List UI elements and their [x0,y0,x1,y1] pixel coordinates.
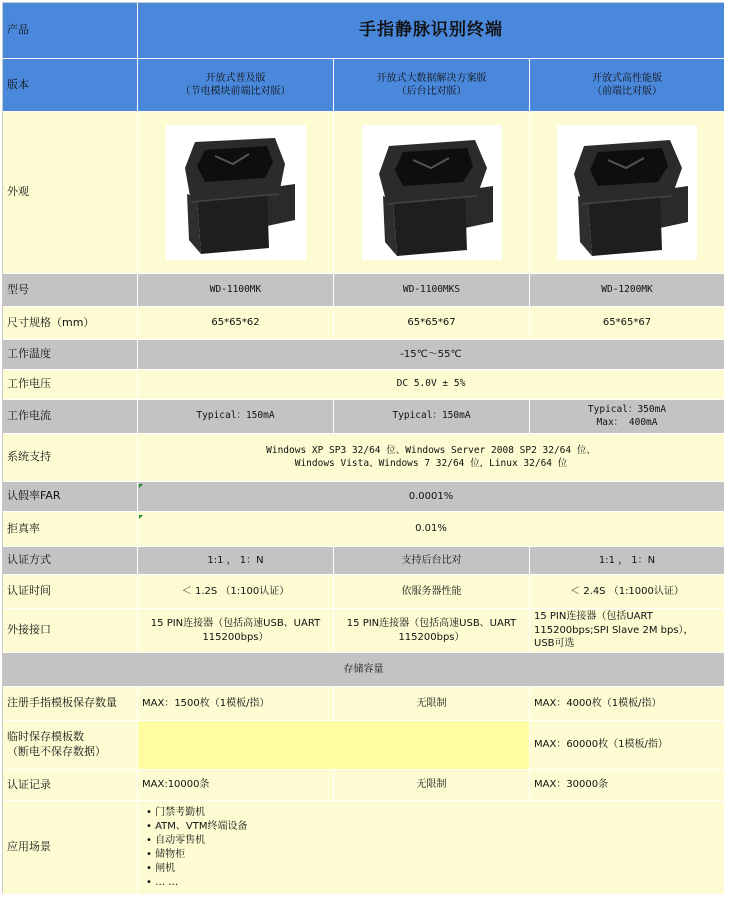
far-label: 认假率FAR [3,482,138,512]
current-cell: Typical：150mA [138,400,334,434]
voltage-value: DC 5.0V ± 5% [138,370,725,400]
auth-record-label: 认证记录 [3,770,138,801]
scenes-list [138,801,725,895]
temperature-label: 工作温度 [3,340,138,370]
frr-value: 0.01% [138,512,725,547]
model-cell: WD-1200MK [530,274,725,307]
template-count-label: 注册手指模板保存数量 [3,687,138,721]
list-item: • ATM、VTM终端设备 [146,820,248,832]
temp-template-label: 临时保存模板数 （断电不保存数据） [3,721,138,770]
model-cell: WD-1100MKS [334,274,530,307]
frr-label: 拒真率 [3,512,138,547]
model-label: 型号 [3,274,138,307]
version-cell: 开放式普及版 （节电模块前端比对版） [138,59,334,112]
current-label: 工作电流 [3,400,138,434]
interface-cell: 15 PIN连接器（包括高速USB、UART 115200bps） [138,609,334,653]
scenes-label: 应用场景 [3,801,138,895]
device-image-1100mk [166,125,306,260]
interface-label: 外接接口 [3,609,138,653]
current-cell: Typical：350mA Max： 400mA [530,400,725,434]
current-cell: Typical：150mA [334,400,530,434]
os-support-value: Windows XP SP3 32/64 位、Windows Server 2008 SP2 32/64 位、 Windows Vista、Windows 7 32/64 位，Linux 32/64 位 [138,434,725,482]
os-support-label: 系统支持 [3,434,138,482]
page-title: 手指静脉识别终端 [138,3,725,59]
size-cell: 65*65*62 [138,307,334,340]
device-image-1200mk [557,125,697,260]
comment-indicator-icon [139,484,143,488]
product-label: 产品 [3,3,138,59]
version-cell: 开放式高性能版 （前端比对版） [530,59,725,112]
device-image-1100mks [362,125,502,260]
list-item: • 闸机 [146,862,176,874]
storage-section-header: 存储容量 [3,653,725,687]
appearance-cell [334,112,530,274]
auth-time-label: 认证时间 [3,575,138,609]
auth-record-cell: MAX:10000条 [138,770,334,801]
auth-time-cell: ＜ 1.2S （1:100认证） [138,575,334,609]
temperature-value: -15℃～55℃ [138,340,725,370]
size-cell: 65*65*67 [334,307,530,340]
version-cell: 开放式大数据解决方案版 （后台比对版） [334,59,530,112]
auth-record-cell: MAX：30000条 [530,770,725,801]
auth-record-cell: 无限制 [334,770,530,801]
template-count-cell: MAX：4000枚（1模板/指） [530,687,725,721]
version-label: 版本 [3,59,138,112]
far-value: 0.0001% [138,482,725,512]
temp-template-cell: MAX：60000枚（1模板/指） [530,721,725,770]
voltage-label: 工作电压 [3,370,138,400]
size-label: 尺寸规格（mm） [3,307,138,340]
auth-time-cell: ＜ 2.4S （1:1000认证） [530,575,725,609]
list-item: • … … [146,876,179,888]
size-cell: 65*65*67 [530,307,725,340]
template-count-cell: MAX：1500枚（1模板/指） [138,687,334,721]
auth-mode-cell: 支持后台比对 [334,547,530,575]
list-item: • 储物柜 [146,848,186,860]
interface-cell: 15 PIN连接器（包括高速USB、UART 115200bps） [334,609,530,653]
appearance-cell [138,112,334,274]
auth-mode-cell: 1:1 ， 1：N [530,547,725,575]
spec-table [2,2,724,893]
model-cell: WD-1100MK [138,274,334,307]
temp-template-empty [138,721,530,770]
appearance-label: 外观 [3,112,138,274]
appearance-cell [530,112,725,274]
auth-mode-cell: 1:1 ， 1：N [138,547,334,575]
list-item: • 门禁考勤机 [146,806,206,818]
auth-mode-label: 认证方式 [3,547,138,575]
interface-cell: 15 PIN连接器（包括UART 115200bps;SPI Slave 2M bps）， USB可选 [530,609,725,653]
template-count-cell: 无限制 [334,687,530,721]
list-item: • 自动零售机 [146,834,206,846]
comment-indicator-icon [139,515,143,519]
auth-time-cell: 依服务器性能 [334,575,530,609]
